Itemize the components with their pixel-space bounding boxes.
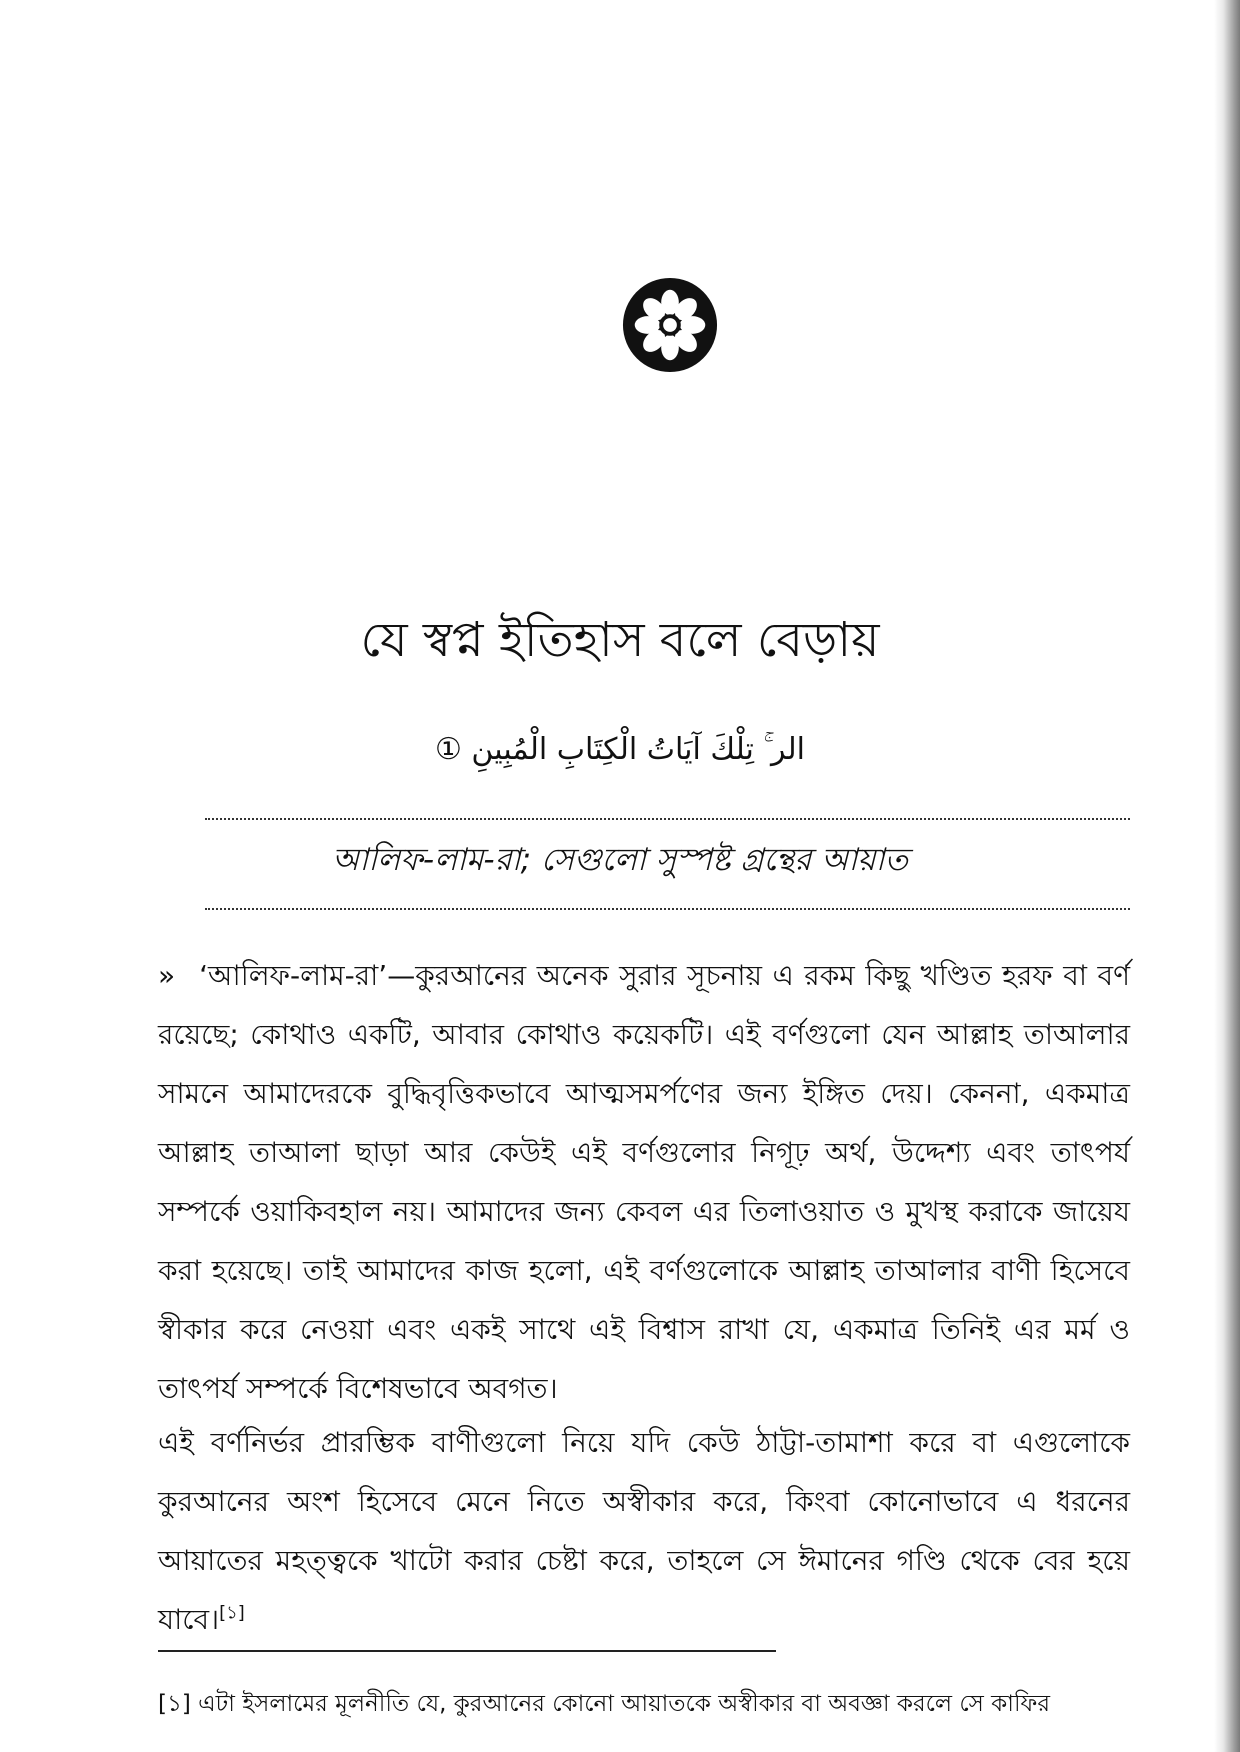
- footnote-reference: [১]: [219, 1602, 245, 1624]
- divider-top: [205, 818, 1130, 820]
- paragraph-1-text: ‘আলিফ-লাম-রা’—কুরআনের অনেক সুরার সূচনায় এ রকম কিছু খণ্ডিত হরফ বা বর্ণ রয়েছে; কোথাও একটি, আবার কোথাও কয়েকটি। এই বর্ণগুলো যেন আল্লাহ তাআলার সামনে আমাদেরকে বুদ্ধিবৃত্তিকভাবে আত্মসমর্পণের জন্য ইঙ্গিত দেয়। কেননা, একমাত্র আল্লাহ তাআলা ছাড়া আর কেউই এই বর্ণগুলোর নিগূঢ় অর্থ, উদ্দেশ্য এবং তাৎপর্য সম্পর্কে ওয়াকিবহাল নয়। আমাদের জন্য কেবল এর তিলাওয়াত ও মুখস্থ করাকে জায়েয করা হয়েছে। তাই আমাদের কাজ হলো, এই বর্ণগুলোকে আল্লাহ তাআলার বাণী হিসেবে স্বীকার করে নেওয়া এবং একই সাথে এই বিশ্বাস রাখা যে, একমাত্র তিনিই এর মর্ম ও তাৎপর্য সম্পর্কে বিশেষভাবে অবগত।: [158, 959, 1130, 1405]
- footnote-separator: [158, 1650, 776, 1652]
- paragraph-marker: »: [158, 959, 176, 992]
- divider-bottom: [205, 908, 1130, 910]
- body-paragraph-1: [158, 946, 1130, 1418]
- footnote-text: [১] এটা ইসলামের মূলনীতি যে, কুরআনের কোনো আয়াতকে অস্বীকার বা অবজ্ঞা করলে সে কাফির: [158, 1691, 1050, 1717]
- verse-translation: আলিফ-লাম-রা; সেগুলো সুস্পষ্ট গ্রন্থের আয়াত: [332, 842, 908, 878]
- chapter-title: যে স্বপ্ন ইতিহাস বলে বেড়ায়: [360, 612, 880, 668]
- arabic-verse: الر ۚ تِلْكَ آيَاتُ الْكِتَابِ الْمُبِينِ ①: [435, 732, 805, 767]
- paragraph-2-text: এই বর্ণনির্ভর প্রারম্ভিক বাণীগুলো নিয়ে যদি কেউ ঠাট্টা-তামাশা করে বা এগুলোকে কুরআনের অংশ হিসেবে মেনে নিতে অস্বীকার করে, কিংবা কোনোভাবে এ ধরনের আয়াতের মহত্ত্বকে খাটো করার চেষ্টা করে, তাহলে সে ঈমানের গণ্ডি থেকে বের হয়ে যাবে।: [158, 1426, 1130, 1636]
- body-paragraph-2: [158, 1413, 1130, 1649]
- flower-ornament-icon: [621, 276, 719, 374]
